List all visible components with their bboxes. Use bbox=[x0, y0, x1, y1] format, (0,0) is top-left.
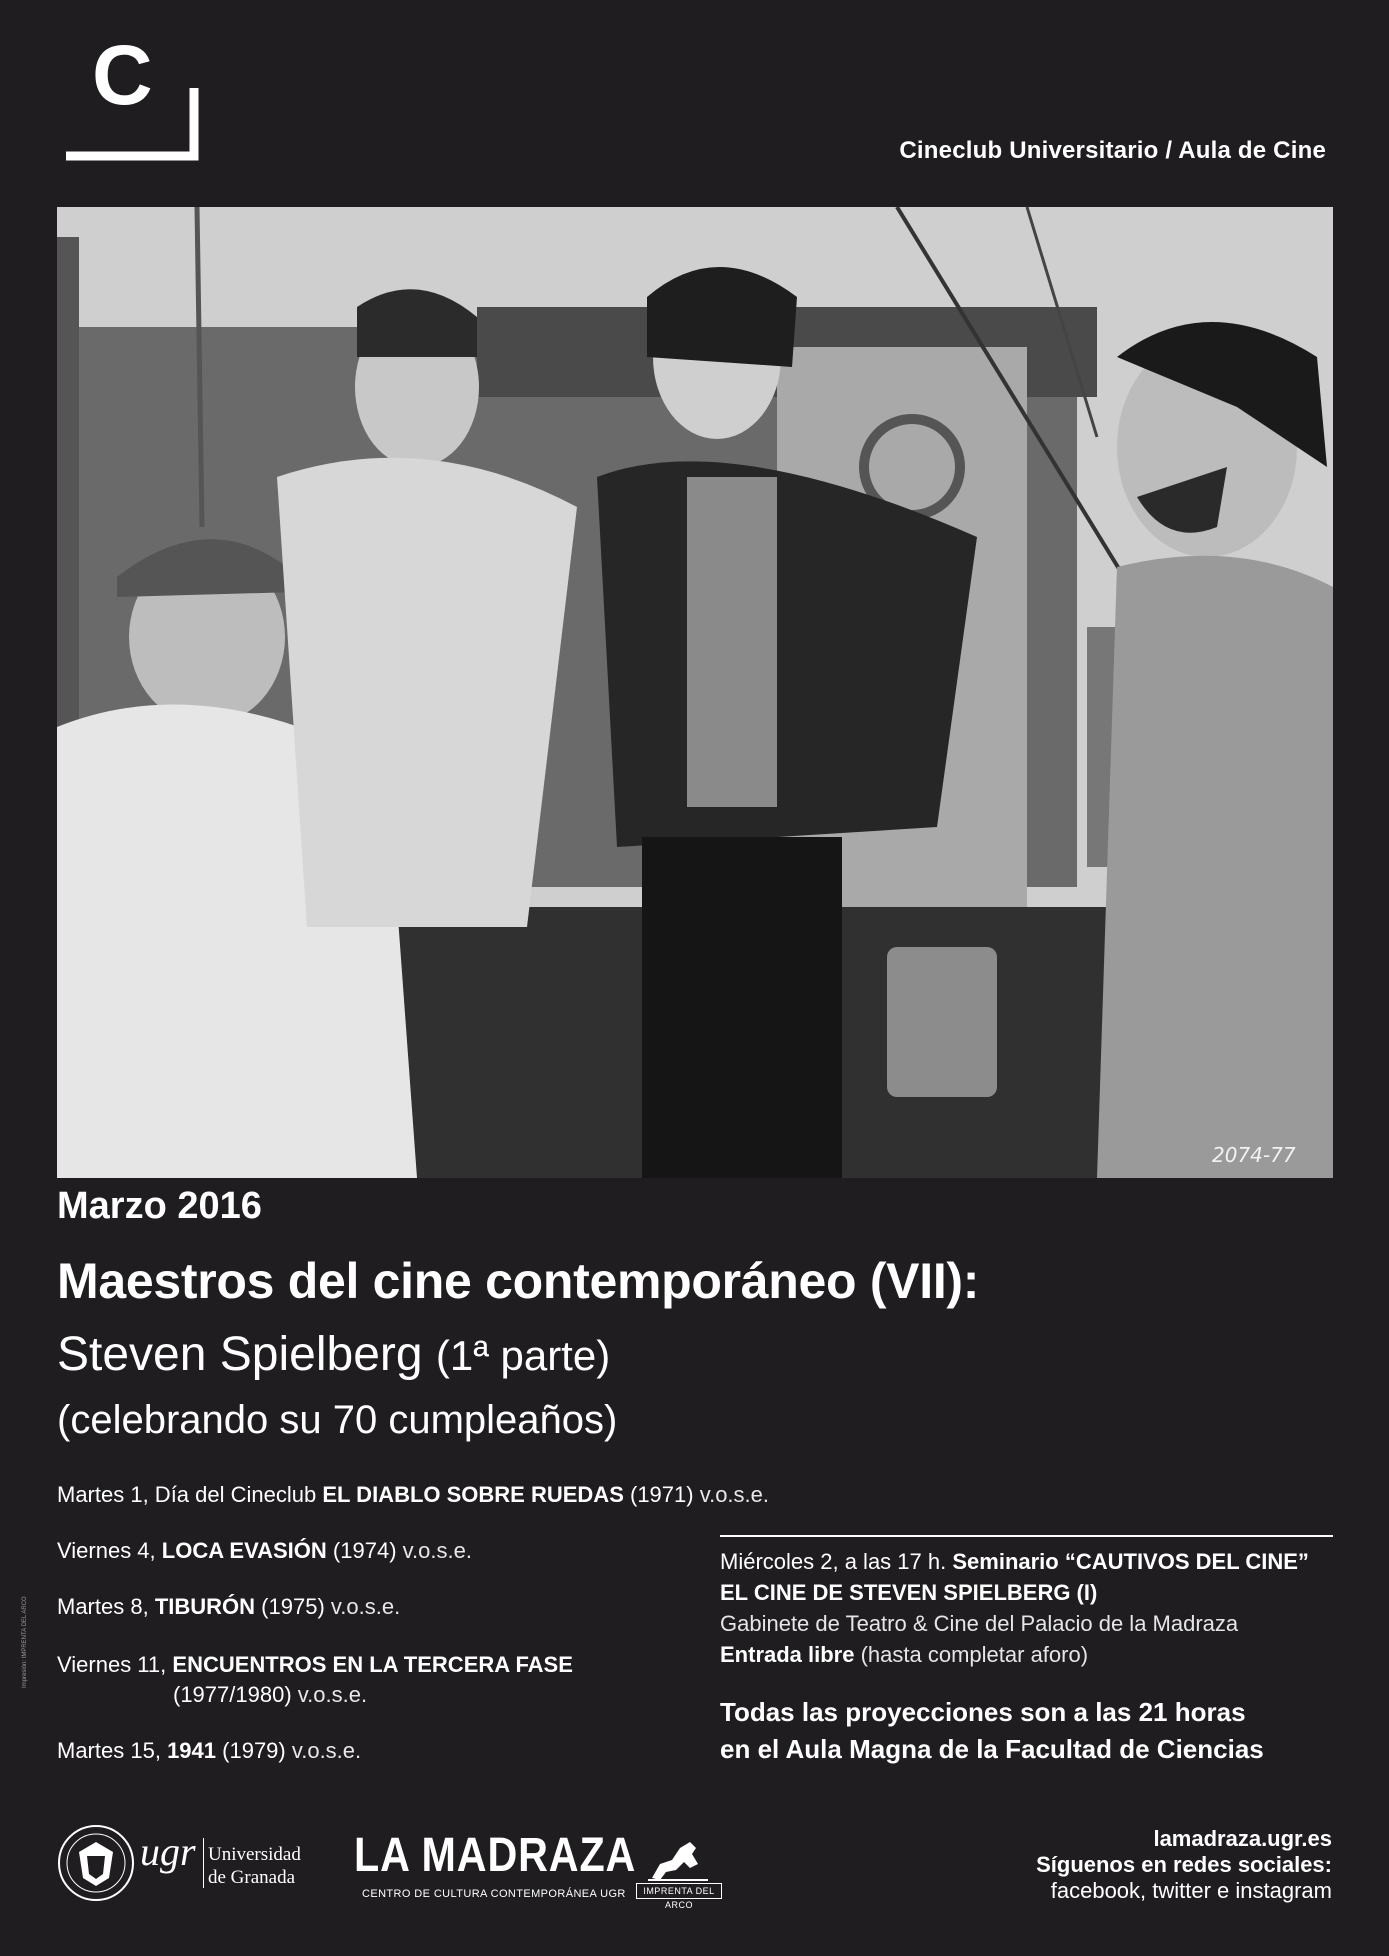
social-list: facebook, twitter e instagram bbox=[1050, 1878, 1332, 1903]
horse-icon bbox=[646, 1838, 710, 1882]
contact-block bbox=[1036, 1826, 1332, 1904]
director-title bbox=[57, 1327, 610, 1382]
print-credit: Impresión: IMPRENTA DEL ARCO bbox=[22, 1596, 28, 1688]
seminar-info: Miércoles 2, a las 17 h. Seminario “CAUTIVOS DEL CINE” EL CINE DE STEVEN SPIELBERG (I) Gabinete de Teatro & Cine del Palacio de la Madraza Entrada libre (hasta completar aforo) bbox=[720, 1549, 1309, 1667]
la-madraza-logo: LA MADRAZA bbox=[354, 1829, 637, 1882]
part-label: (1ª parte) bbox=[435, 1332, 611, 1379]
ugr-divider bbox=[203, 1838, 204, 1888]
cineclub-logo bbox=[64, 40, 200, 164]
ugr-seal-icon bbox=[57, 1824, 135, 1902]
schedule-item: Martes 15, 1941 (1979) v.o.s.e. bbox=[57, 1738, 362, 1763]
svg-text:C: C bbox=[92, 40, 153, 122]
la-madraza-subtitle: CENTRO DE CULTURA CONTEMPORÁNEA UGR bbox=[362, 1888, 626, 1900]
subtitle: (celebrando su 70 cumpleaños) bbox=[57, 1398, 618, 1442]
film-still-photo bbox=[57, 207, 1333, 1178]
schedule-item: Martes 1, Día del Cineclub EL DIABLO SOBRE RUEDAS (1971) v.o.s.e. bbox=[57, 1482, 770, 1507]
website-link[interactable]: lamadraza.ugr.es bbox=[1153, 1826, 1332, 1851]
director-name: Steven Spielberg bbox=[57, 1328, 423, 1381]
imprenta-logo: IMPRENTA DEL ARCO bbox=[636, 1883, 722, 1899]
screening-note: Todas las proyecciones son a las 21 horas en el Aula Magna de la Facultad de Ciencias bbox=[720, 1697, 1264, 1764]
ugr-wordmark: ugr bbox=[140, 1829, 196, 1874]
social-label: Síguenos en redes sociales: bbox=[1036, 1852, 1332, 1877]
org-name: Cineclub Universitario / Aula de Cine bbox=[899, 137, 1326, 164]
schedule-item: Viernes 11, ENCUENTROS EN LA TERCERA FASE (1977/1980) v.o.s.e. bbox=[57, 1652, 573, 1707]
series-title: Maestros del cine contemporáneo (VII): bbox=[57, 1253, 980, 1309]
ugr-name: Universidad de Granada bbox=[208, 1844, 301, 1888]
divider bbox=[720, 1535, 1333, 1537]
schedule-item: Viernes 4, LOCA EVASIÓN (1974) v.o.s.e. bbox=[57, 1538, 472, 1563]
schedule-item: Martes 8, TIBURÓN (1975) v.o.s.e. bbox=[57, 1594, 401, 1619]
event-date: Marzo 2016 bbox=[57, 1185, 262, 1227]
photo-caption-number: 2074-77 bbox=[1212, 1143, 1296, 1167]
